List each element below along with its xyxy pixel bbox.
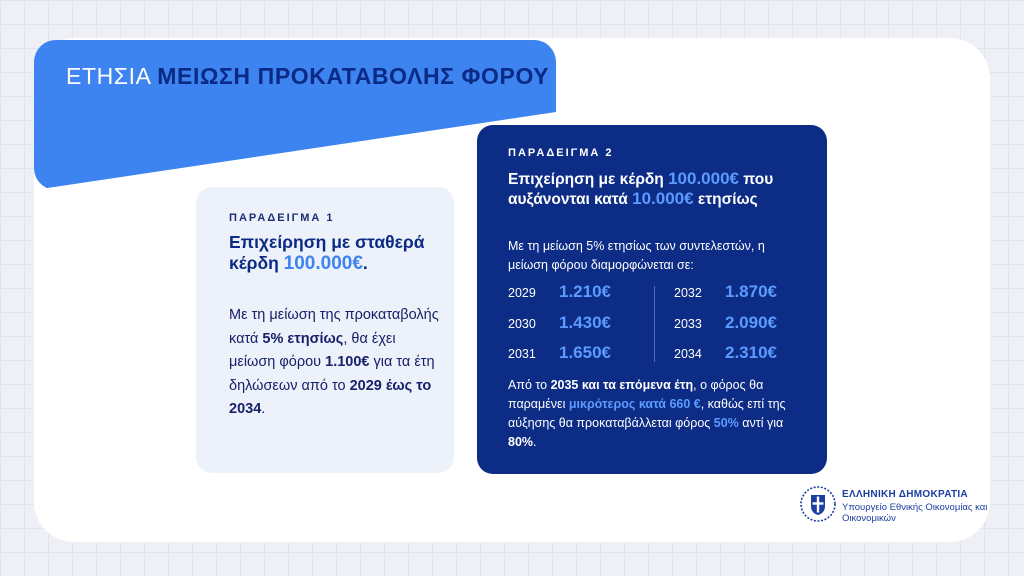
example-1-body-text: . [261,401,266,417]
year-amount: 1.430€ [559,313,611,332]
example-1-body-text: , θα έχει μείωση φόρου [229,330,396,370]
page-title [66,64,823,89]
example-1-heading [229,232,439,274]
example-2-card [477,125,827,474]
footnote-highlight: 50% [713,416,739,430]
example-2-heading-text: που αυξάνονται κατά [508,171,774,208]
example-1-body-bold: 2029 έως το 2034 [229,377,432,417]
year-label: 2029 [508,286,536,300]
example-2-label: ΠΑΡΑΔΕΙΓΜΑ 2 [508,147,614,159]
example-1-heading-text: Επιχείρηση με σταθερά κέρδη [229,232,425,273]
example-2-heading [508,169,808,209]
example-1-body [229,304,439,422]
year-label: 2031 [508,347,536,361]
example-1-body-bold: 5% ετησίως [262,330,344,347]
example-2-heading-amount: 100.000€ [668,169,739,188]
year-amount: 1.650€ [559,343,611,362]
title-part2: ΜΕΙΩΣΗ ΠΡΟΚΑΤΑΒΟΛΗΣ ΦΟΡΟΥ [157,63,550,89]
title-part3: ΣΤΑ ΝΟΜΙΚΑ ΠΡΟΣΩΠΑ [549,63,824,89]
year-amount: 2.310€ [725,343,777,362]
footnote-text: Από το [508,378,551,392]
title-part1: ΕΤΗΣΙΑ [66,63,158,89]
example-2-intro: Με τη μείωση 5% ετησίως των συντελεστών, η μείωση φόρου διαμορφώνεται σε: [508,239,765,272]
example-2-heading-text: Επιχείρηση με κέρδη [508,171,669,188]
example-1-heading-amount: 100.000€ [283,253,363,274]
example-1-label: ΠΑΡΑΔΕΙΓΜΑ 1 [229,212,335,224]
year-amount: 2.090€ [725,313,777,332]
example-2-footnote [508,376,808,452]
example-1-body-text: Με τη μείωση της προκαταβολής κατά [229,307,439,347]
footnote-highlight: μικρότερος κατά 660 € [568,397,701,411]
footnote-bold: 80% [508,435,534,449]
year-amount: 1.870€ [725,282,777,301]
column-divider [654,286,655,362]
yearly-reduction-table [508,282,798,362]
example-1-card [196,187,454,473]
logo-title: ΕΛΛΗΝΙΚΗ ΔΗΜΟΚΡΑΤΙΑ [842,489,968,500]
footnote-text: . [533,435,537,449]
year-label: 2032 [674,286,702,300]
example-2-heading-increase: 10.000€ [632,189,694,208]
footnote-text: αντί για [738,416,784,430]
year-amount: 1.210€ [559,282,611,301]
year-label: 2034 [674,347,702,361]
example-1-body-text: για τα έτη δηλώσεων από το [229,354,435,394]
example-2-heading-text: ετησίως [693,191,758,208]
ministry-logo [798,484,998,524]
example-1-heading-end: . [362,253,368,273]
footnote-bold: 2035 και τα επόμενα έτη [550,378,694,392]
year-label: 2033 [674,317,702,331]
example-1-body-bold: 1.100€ [325,354,370,370]
footnote-text: , καθώς επί της αύξησης θα προκαταβάλλεται φόρος [508,397,786,430]
greek-coat-of-arms-icon [798,484,838,524]
year-label: 2030 [508,317,536,331]
footnote-text: , ο φόρος θα παραμένει [508,378,764,411]
logo-ministry: Υπουργείο Εθνικής Οικονομίας και Οικονομικών [842,502,988,524]
